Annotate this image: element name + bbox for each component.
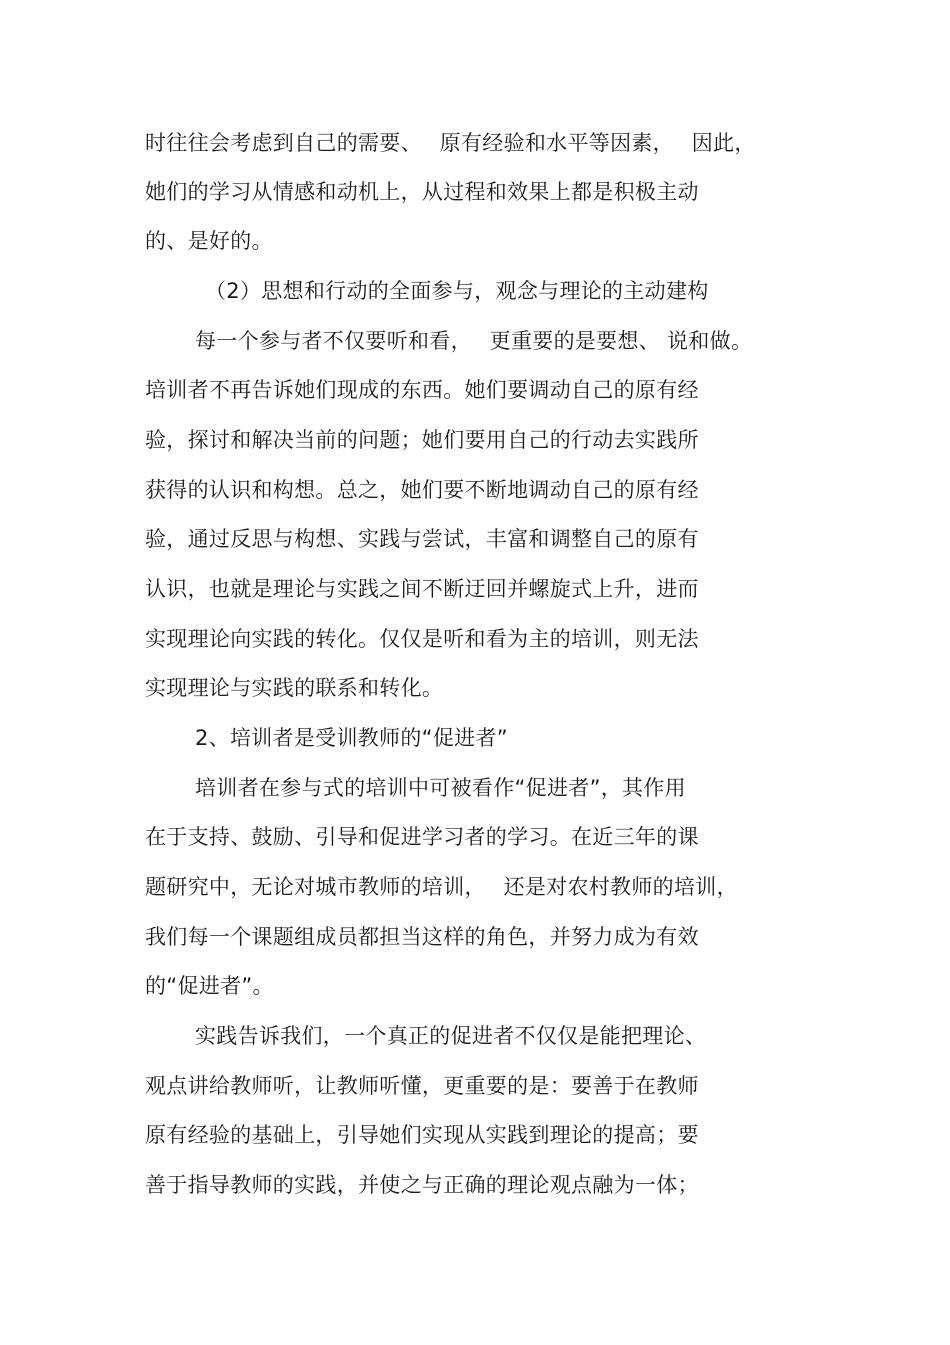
text-line: 培训者在参与式的培训中可被看作“促进者”，其作用 — [195, 776, 686, 800]
text-line: 获得的认识和构想。总之，她们要不断地调动自己的原有经 — [145, 478, 699, 502]
text-line: 观点讲给教师听，让教师听懂，更重要的是：要善于在教师 — [145, 1074, 699, 1098]
text-line: 验，探讨和解决当前的问题；她们要用自己的行动去实践所 — [145, 428, 699, 452]
text-line: 认识，也就是理论与实践之间不断迂回并螺旋式上升，进而 — [145, 577, 699, 601]
text-line: 的、是好的。 — [145, 229, 273, 253]
text-line: 时往往会考虑到自己的需要、 原有经验和水平等因素， 因此， — [145, 131, 756, 155]
text-line: 善于指导教师的实践，并使之与正确的理论观点融为一体； — [145, 1173, 699, 1197]
text-line: 我们每一个课题组成员都担当这样的角色，并努力成为有效 — [145, 925, 699, 949]
text-line: 她们的学习从情感和动机上，从过程和效果上都是积极主动 — [145, 180, 699, 204]
section-heading: 2、培训者是受训教师的“促进者” — [195, 726, 508, 750]
text-line: 培训者不再告诉她们现成的东西。她们要调动自己的原有经 — [145, 378, 699, 402]
text-line: 题研究中，无论对城市教师的培训， 还是对农村教师的培训， — [145, 875, 738, 899]
text-line: 在于支持、鼓励、引导和促进学习者的学习。在近三年的课 — [145, 825, 699, 849]
text-line: 实现理论向实践的转化。仅仅是听和看为主的培训，则无法 — [145, 627, 699, 651]
text-line: 原有经验的基础上，引导她们实现从实践到理论的提高；要 — [145, 1123, 699, 1147]
section-heading: （2）思想和行动的全面参与，观念与理论的主动建构 — [205, 279, 709, 303]
text-line: 每一个参与者不仅要听和看， 更重要的是要想、 说和做。 — [195, 329, 753, 353]
text-line: 实现理论与实践的联系和转化。 — [145, 676, 444, 700]
text-line: 的“促进者”。 — [145, 974, 274, 998]
text-line: 验，通过反思与构想、实践与尝试，丰富和调整自己的原有 — [145, 527, 699, 551]
text-line: 实践告诉我们，一个真正的促进者不仅仅是能把理论、 — [195, 1024, 707, 1048]
